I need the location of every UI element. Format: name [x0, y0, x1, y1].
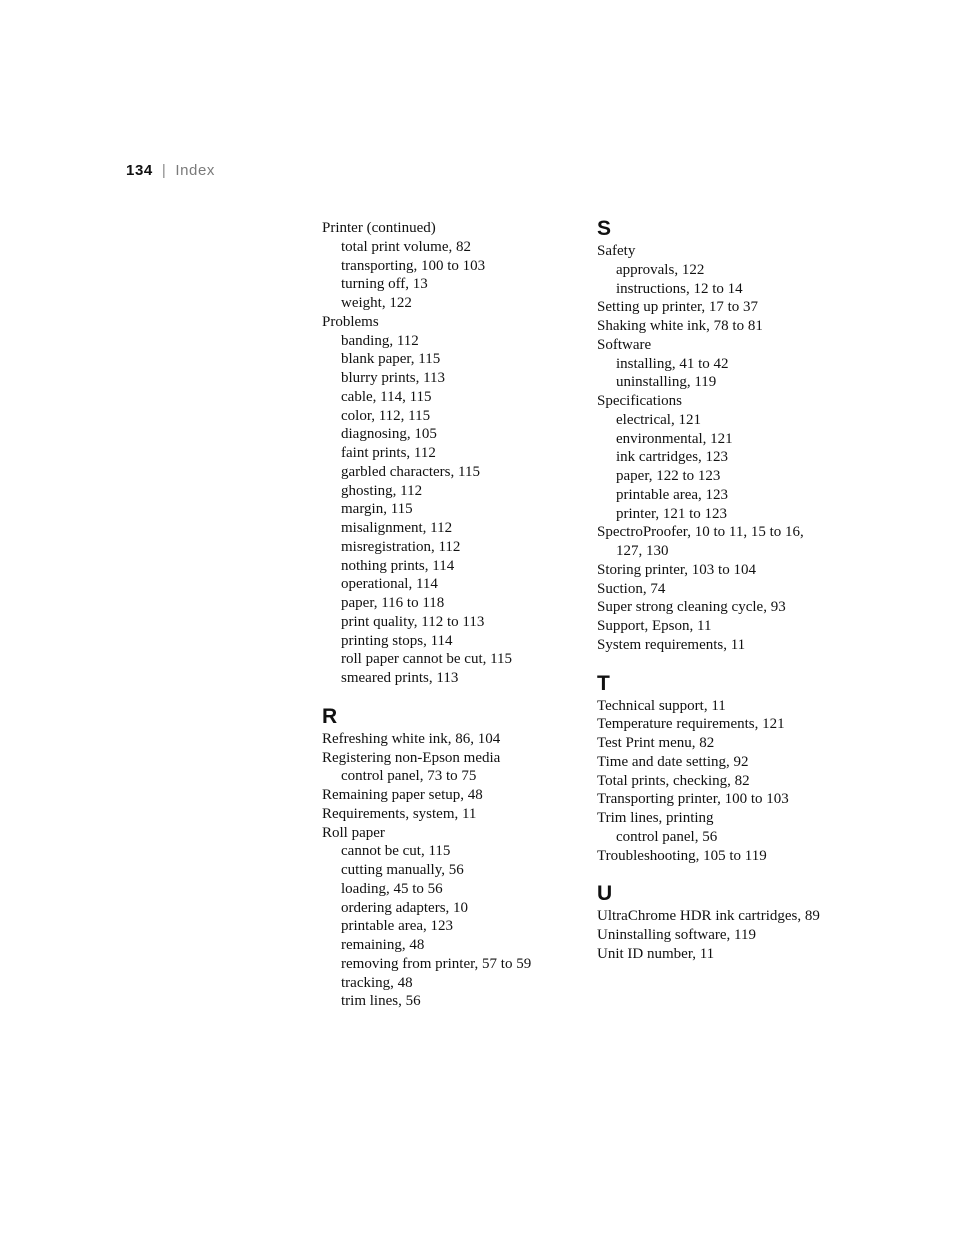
index-entry: Roll paper: [322, 824, 385, 841]
index-subentry: garbled characters, 115: [341, 463, 480, 480]
index-subentry: cable, 114, 115: [341, 388, 432, 405]
index-entry: System requirements, 11: [597, 636, 746, 653]
page-header: [126, 162, 215, 179]
index-subentry: installing, 41 to 42: [616, 355, 729, 372]
index-subentry: roll paper cannot be cut, 115: [341, 651, 513, 668]
index-subentry: transporting, 100 to 103: [341, 257, 486, 274]
index-subentry: ink cartridges, 123: [616, 449, 729, 466]
index-subentry: blank paper, 115: [341, 351, 441, 368]
index-subentry: cutting manually, 56: [341, 862, 464, 878]
index-entry: Safety: [597, 243, 636, 259]
index-subentry: blurry prints, 113: [341, 370, 446, 386]
index-subentry: misregistration, 112: [341, 538, 461, 555]
index-subentry: banding, 112: [341, 332, 419, 349]
index-entry: Troubleshooting, 105 to 119: [597, 847, 767, 864]
index-subentry: control panel, 56: [616, 828, 718, 845]
index-entry: Uninstalling software, 119: [597, 927, 757, 943]
index-entry: Super strong cleaning cycle, 93: [597, 599, 786, 616]
index-entry: Technical support, 11: [597, 697, 726, 714]
index-entry: Test Print menu, 82: [597, 735, 715, 751]
index-subentry: smeared prints, 113: [341, 670, 459, 686]
index-subentry: misalignment, 112: [341, 520, 453, 536]
index-column-left: [322, 219, 577, 1011]
index-subentry: paper, 116 to 118: [341, 595, 445, 611]
index-entry: Suction, 74: [597, 580, 666, 597]
index-entry: Storing printer, 103 to 104: [597, 561, 756, 578]
index-entry: Registering non-Epson media: [322, 749, 501, 766]
index-entry: Total prints, checking, 82: [597, 772, 750, 789]
section-title: Index: [175, 162, 216, 179]
index-entry: Problems: [322, 313, 379, 330]
index-entry: Remaining paper setup, 48: [322, 787, 483, 803]
index-entry: Specifications: [597, 393, 682, 409]
index-entry: Requirements, system, 11: [322, 805, 477, 822]
index-subentry: 127, 130: [616, 543, 669, 559]
index-subentry: approvals, 122: [616, 261, 705, 278]
index-subentry: loading, 45 to 56: [341, 880, 443, 897]
index-subentry: uninstalling, 119: [616, 374, 717, 391]
index-subentry: cannot be cut, 115: [341, 843, 451, 860]
index-subentry: operational, 114: [341, 576, 438, 593]
index-subentry: instructions, 12 to 14: [616, 280, 743, 297]
index-subentry: total print volume, 82: [341, 238, 471, 255]
index-entry: Support, Epson, 11: [597, 618, 712, 634]
index-subentry: color, 112, 115: [341, 407, 431, 424]
index-subentry: weight, 122: [341, 295, 412, 311]
index-letter-heading: R: [322, 704, 338, 728]
index-entry: Software: [597, 336, 652, 353]
index-letter-heading: T: [597, 671, 610, 695]
index-entry: Shaking white ink, 78 to 81: [597, 318, 763, 334]
index-subentry: margin, 115: [341, 501, 413, 518]
index-entry: Trim lines, printing: [597, 810, 714, 826]
index-subentry: tracking, 48: [341, 974, 413, 991]
index-subentry: nothing prints, 114: [341, 557, 455, 574]
index-subentry: ordering adapters, 10: [341, 899, 469, 916]
header-separator: |: [161, 162, 167, 179]
index-subentry: paper, 122 to 123: [616, 468, 721, 484]
index-subentry: printable area, 123: [616, 486, 729, 503]
index-column-right: [597, 217, 847, 964]
index-subentry: remaining, 48: [341, 937, 425, 953]
index-subentry: turning off, 13: [341, 276, 428, 293]
index-subentry: ghosting, 112: [341, 482, 423, 499]
index-letter-heading: U: [597, 882, 613, 906]
index-entry: Transporting printer, 100 to 103: [597, 791, 789, 808]
index-entry: Refreshing white ink, 86, 104: [322, 730, 501, 747]
index-subentry: printing stops, 114: [341, 632, 453, 649]
index-subentry: electrical, 121: [616, 411, 701, 428]
index-entry: Unit ID number, 11: [597, 945, 715, 962]
page-number: 134: [126, 162, 153, 179]
index-subentry: print quality, 112 to 113: [341, 613, 485, 630]
index-entry: Printer (continued): [322, 220, 436, 236]
index-entry: UltraChrome HDR ink cartridges, 89: [597, 908, 820, 925]
index-entry: Temperature requirements, 121: [597, 716, 785, 733]
index-subentry: control panel, 73 to 75: [341, 768, 477, 785]
index-entry: Setting up printer, 17 to 37: [597, 299, 759, 316]
index-entry: SpectroProofer, 10 to 11, 15 to 16,: [597, 524, 804, 541]
index-subentry: printable area, 123: [341, 918, 454, 935]
index-subentry: faint prints, 112: [341, 445, 436, 461]
index-subentry: removing from printer, 57 to 59: [341, 955, 532, 972]
index-subentry: trim lines, 56: [341, 993, 421, 1010]
index-subentry: printer, 121 to 123: [616, 505, 728, 522]
index-subentry: environmental, 121: [616, 430, 733, 447]
index-letter-heading: S: [597, 217, 612, 240]
index-subentry: diagnosing, 105: [341, 426, 437, 443]
index-entry: Time and date setting, 92: [597, 753, 749, 770]
